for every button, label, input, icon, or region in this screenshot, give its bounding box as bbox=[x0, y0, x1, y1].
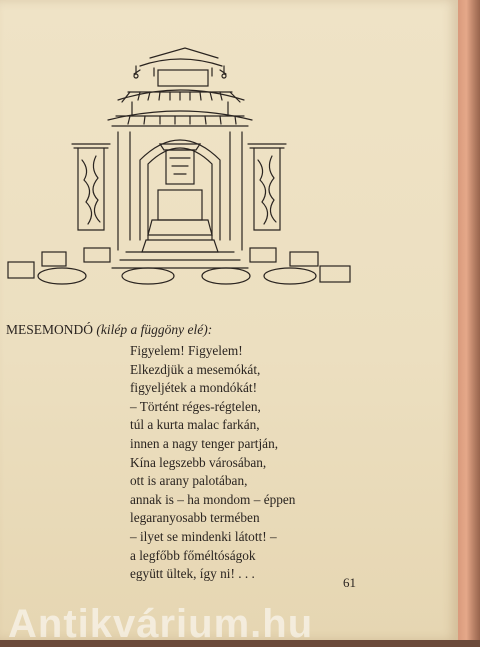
verse-line: túl a kurta malac farkán, bbox=[130, 417, 260, 433]
verse-line: a legfőbb főméltóságok bbox=[130, 547, 256, 563]
verse-line: legaranyosabb termében bbox=[130, 510, 260, 526]
palace-illustration bbox=[0, 40, 360, 290]
verse-line: – Történt réges-régtelen, bbox=[130, 398, 261, 414]
verse-block bbox=[130, 342, 295, 584]
verse-line: Figyelem! Figyelem! bbox=[130, 343, 243, 358]
speaker-line bbox=[6, 322, 212, 338]
verse-line: annak is – ha mondom – éppen bbox=[130, 491, 296, 507]
watermark: Antikvárium.hu bbox=[8, 602, 314, 646]
verse-line: – ilyet se mindenki látott! – bbox=[130, 528, 277, 544]
stage-direction: (kilép a függöny elé): bbox=[96, 322, 213, 337]
verse-line: figyeljétek a mondókát! bbox=[130, 380, 258, 396]
page-number: 61 bbox=[343, 575, 356, 590]
verse-line: Elkezdjük a mesemókát, bbox=[130, 361, 261, 377]
verse-line: innen a nagy tenger partján, bbox=[130, 435, 279, 451]
verse-line: együtt ültek, így ni! . . . bbox=[130, 566, 255, 582]
speaker-name: MESEMONDÓ bbox=[6, 322, 94, 337]
page-edge-shadow bbox=[466, 0, 480, 640]
verse-line: Kína legszebb városában, bbox=[130, 454, 267, 470]
verse-line: ott is arany palotában, bbox=[130, 473, 248, 489]
